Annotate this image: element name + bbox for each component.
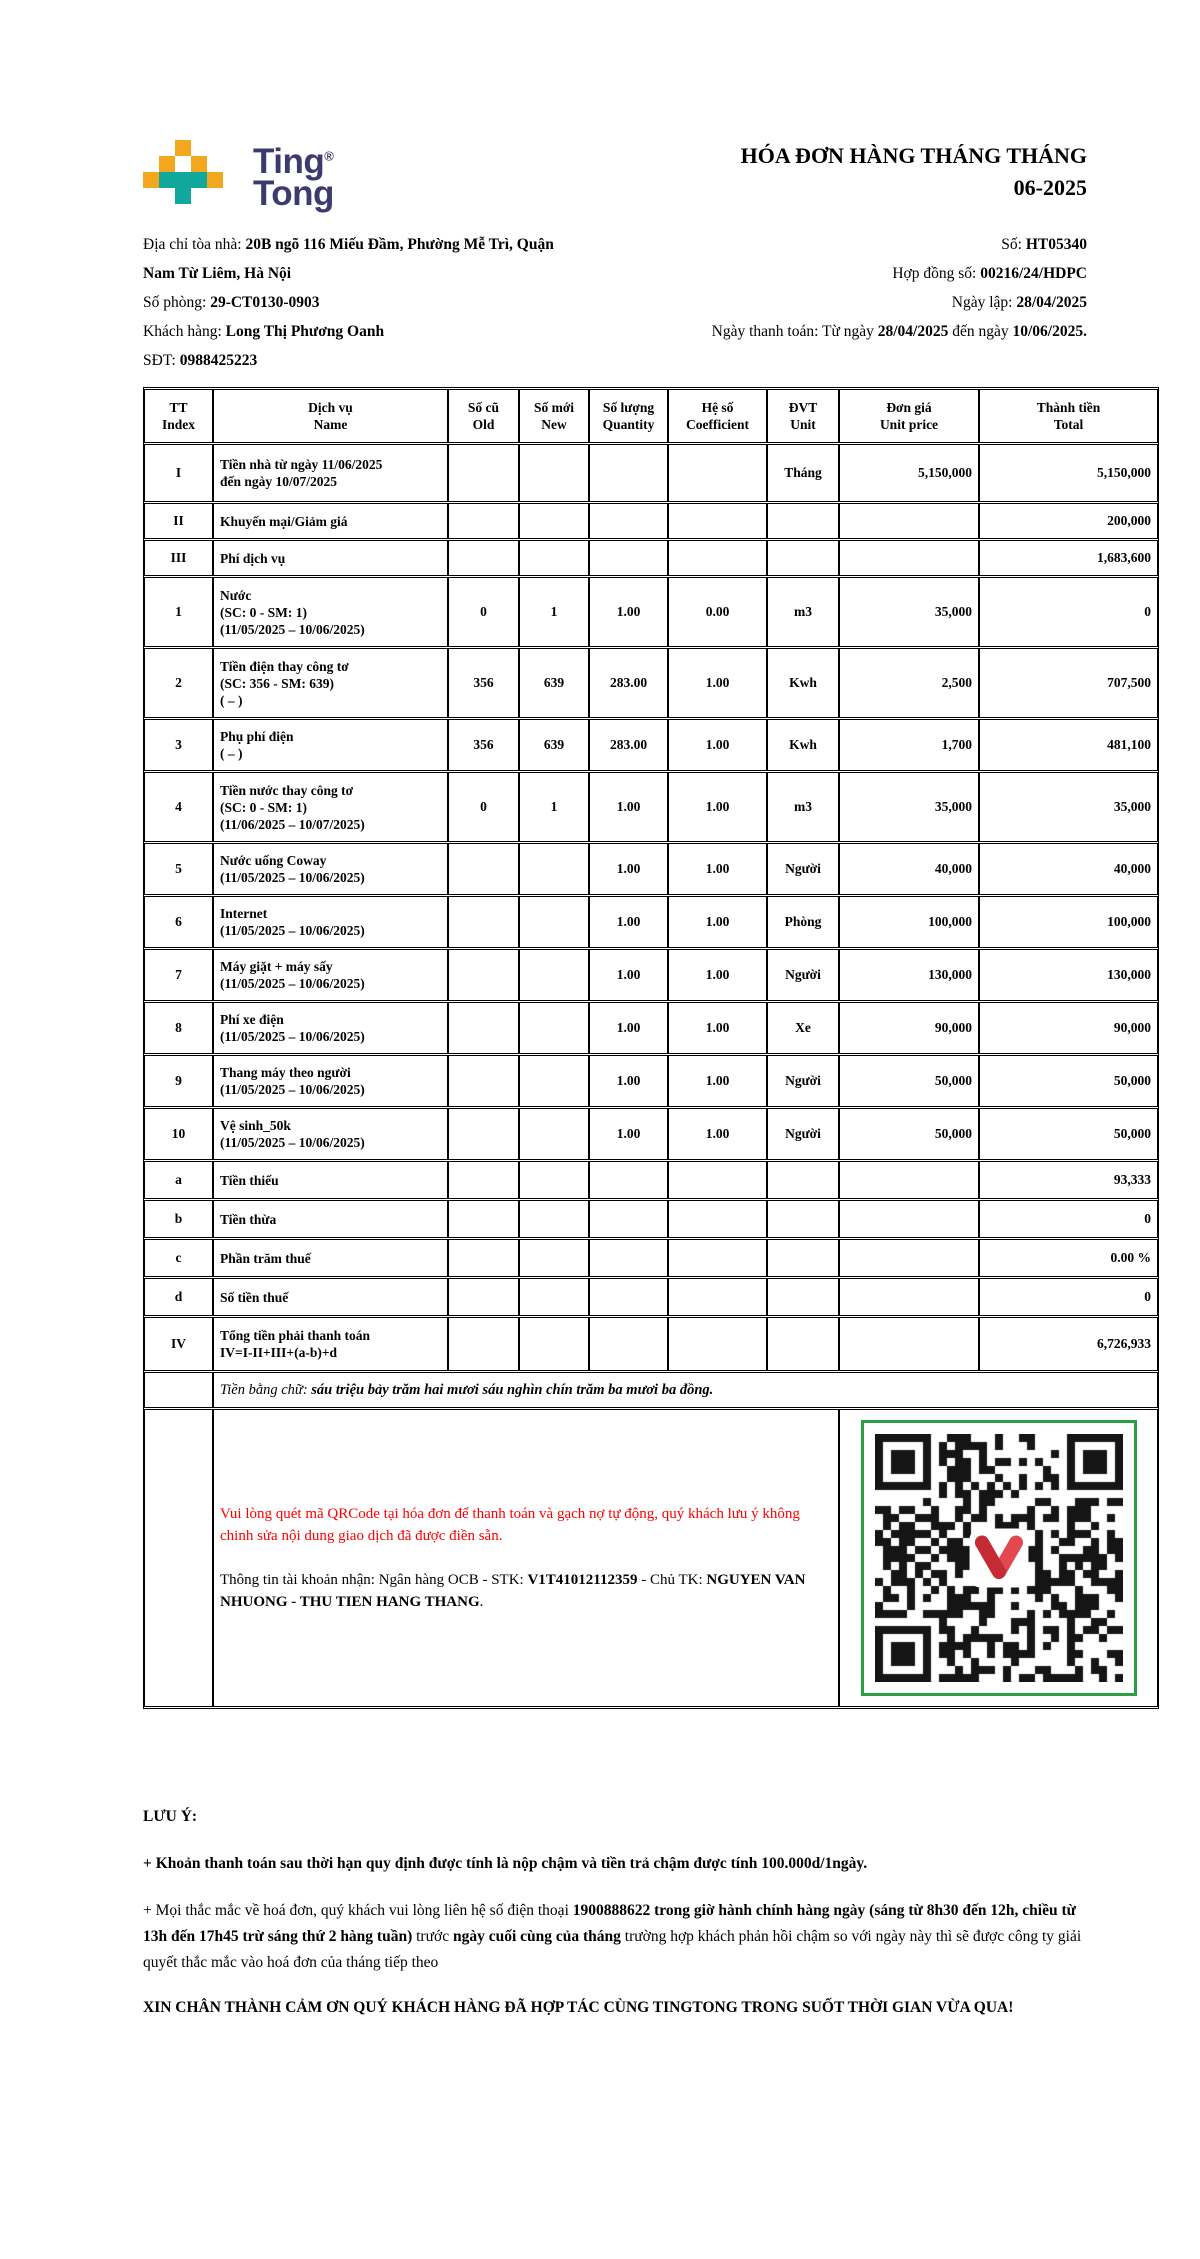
table-row bbox=[144, 1055, 1158, 1107]
table-row bbox=[144, 648, 1158, 718]
unit-price bbox=[839, 1278, 979, 1316]
coefficient bbox=[668, 540, 767, 576]
service-name: Tổng tiền phải thanh toán IV=I-II+III+(a-b)+d bbox=[213, 1317, 448, 1371]
new-reading: 639 bbox=[519, 648, 589, 718]
new-reading bbox=[519, 949, 589, 1001]
column-header: Thành tiền Total bbox=[979, 389, 1158, 443]
old-reading bbox=[448, 1002, 519, 1054]
new-reading bbox=[519, 1161, 589, 1199]
unit: Tháng bbox=[767, 444, 839, 502]
payment-row bbox=[144, 1409, 1158, 1707]
vietqr-v-icon bbox=[968, 1527, 1030, 1589]
old-reading bbox=[448, 1108, 519, 1160]
column-header: TT Index bbox=[144, 389, 213, 443]
old-reading: 0 bbox=[448, 577, 519, 647]
row-index: 8 bbox=[144, 1002, 213, 1054]
row-index: 9 bbox=[144, 1055, 213, 1107]
coefficient: 1.00 bbox=[668, 1055, 767, 1107]
row-index: I bbox=[144, 444, 213, 502]
coefficient: 1.00 bbox=[668, 949, 767, 1001]
coefficient: 1.00 bbox=[668, 843, 767, 895]
row-index: 3 bbox=[144, 719, 213, 771]
old-reading bbox=[448, 949, 519, 1001]
old-reading bbox=[448, 843, 519, 895]
new-reading bbox=[519, 1200, 589, 1238]
coefficient bbox=[668, 1161, 767, 1199]
table-row bbox=[144, 1002, 1158, 1054]
table-row bbox=[144, 949, 1158, 1001]
unit bbox=[767, 503, 839, 539]
coefficient bbox=[668, 1200, 767, 1238]
coefficient bbox=[668, 1239, 767, 1277]
info-right bbox=[627, 230, 1087, 375]
old-reading: 356 bbox=[448, 648, 519, 718]
service-name: Phí dịch vụ bbox=[213, 540, 448, 576]
coefficient bbox=[668, 444, 767, 502]
row-index: 7 bbox=[144, 949, 213, 1001]
row-index: a bbox=[144, 1161, 213, 1199]
column-header: Dịch vụ Name bbox=[213, 389, 448, 443]
unit-price: 1,700 bbox=[839, 719, 979, 771]
coefficient: 1.00 bbox=[668, 772, 767, 842]
row-index: 4 bbox=[144, 772, 213, 842]
old-reading bbox=[448, 1161, 519, 1199]
coefficient: 0.00 bbox=[668, 577, 767, 647]
service-name: Khuyến mại/Giảm giá bbox=[213, 503, 448, 539]
old-reading bbox=[448, 503, 519, 539]
column-header: Số mới New bbox=[519, 389, 589, 443]
row-index: d bbox=[144, 1278, 213, 1316]
table-row bbox=[144, 1239, 1158, 1277]
bank-account-info: Thông tin tài khoản nhận: Ngân hàng OCB - STK: V1T41012112359 - Chủ TK: NGUYEN VAN NHUONG - THU TIEN HANG THANG. bbox=[220, 1572, 806, 1611]
hotline-note: + Mọi thắc mắc về hoá đơn, quý khách vui lòng liên hệ số điện thoại 1900888622 trong giờ hành chính hàng ngày (sáng từ 8h30 đến 12h, chiều từ 13h đến 17h45 trừ sáng thứ 2 hàng tuần) trước ngày cuối cùng của tháng trường hợp khách phản hồi chậm so với ngày này thì sẽ được công ty giải quyết thắc mắc vào hoá đơn của tháng tiếp theo bbox=[143, 1902, 1082, 1972]
line-total: 100,000 bbox=[979, 896, 1158, 948]
old-reading bbox=[448, 896, 519, 948]
old-reading bbox=[448, 444, 519, 502]
service-name: Nước uống Coway (11/05/2025 – 10/06/2025) bbox=[213, 843, 448, 895]
amount-in-words-row bbox=[144, 1372, 1158, 1408]
service-name: Internet (11/05/2025 – 10/06/2025) bbox=[213, 896, 448, 948]
empty-cell bbox=[144, 1372, 213, 1408]
table-row bbox=[144, 1161, 1158, 1199]
new-reading bbox=[519, 1055, 589, 1107]
new-reading: 639 bbox=[519, 719, 589, 771]
unit-price bbox=[839, 1200, 979, 1238]
unit-price: 2,500 bbox=[839, 648, 979, 718]
table-body bbox=[144, 444, 1158, 1371]
row-index: 5 bbox=[144, 843, 213, 895]
info-line: Ngày lập: 28/04/2025 bbox=[951, 294, 1087, 312]
line-total: 35,000 bbox=[979, 772, 1158, 842]
logo-pixel bbox=[143, 172, 159, 188]
unit bbox=[767, 1239, 839, 1277]
new-reading: 1 bbox=[519, 772, 589, 842]
row-index: 2 bbox=[144, 648, 213, 718]
empty-cell bbox=[144, 1409, 213, 1707]
service-name: Phụ phí điện ( – ) bbox=[213, 719, 448, 771]
old-reading bbox=[448, 1239, 519, 1277]
info-line: Số: HT05340 bbox=[1001, 236, 1087, 254]
table-header-row bbox=[144, 389, 1158, 443]
invoice-table bbox=[143, 387, 1159, 1709]
column-header: Số cũ Old bbox=[448, 389, 519, 443]
unit: Người bbox=[767, 1055, 839, 1107]
unit: Người bbox=[767, 1108, 839, 1160]
service-name: Tiền nhà từ ngày 11/06/2025 đến ngày 10/07/2025 bbox=[213, 444, 448, 502]
header bbox=[143, 140, 1157, 214]
unit-price: 35,000 bbox=[839, 772, 979, 842]
line-total: 40,000 bbox=[979, 843, 1158, 895]
unit bbox=[767, 1161, 839, 1199]
unit-price bbox=[839, 1239, 979, 1277]
quantity bbox=[589, 1239, 668, 1277]
row-index: 1 bbox=[144, 577, 213, 647]
invoice-info bbox=[143, 230, 1157, 375]
row-index: 10 bbox=[144, 1108, 213, 1160]
table-row bbox=[144, 772, 1158, 842]
quantity: 283.00 bbox=[589, 719, 668, 771]
quantity: 1.00 bbox=[589, 949, 668, 1001]
line-total: 5,150,000 bbox=[979, 444, 1158, 502]
late-payment-note: + Khoản thanh toán sau thời hạn quy định được tính là nộp chậm và tiền trả chậm được tính 100.000d/1ngày. bbox=[143, 1855, 868, 1873]
info-line: SĐT: 0988425223 bbox=[143, 352, 258, 370]
new-reading bbox=[519, 896, 589, 948]
unit-price bbox=[839, 1317, 979, 1371]
unit: m3 bbox=[767, 577, 839, 647]
line-total: 130,000 bbox=[979, 949, 1158, 1001]
service-name: Tiền điện thay công tơ (SC: 356 - SM: 639) ( – ) bbox=[213, 648, 448, 718]
row-index: c bbox=[144, 1239, 213, 1277]
table-row bbox=[144, 577, 1158, 647]
unit bbox=[767, 1317, 839, 1371]
thank-you-note: XIN CHÂN THÀNH CẢM ƠN QUÝ KHÁCH HÀNG ĐÃ HỢP TÁC CÙNG TINGTONG TRONG SUỐT THỜI GIAN VỪA QUA! bbox=[143, 1999, 1014, 2017]
quantity bbox=[589, 540, 668, 576]
new-reading bbox=[519, 540, 589, 576]
unit-price: 130,000 bbox=[839, 949, 979, 1001]
line-total: 0 bbox=[979, 1278, 1158, 1316]
unit-price bbox=[839, 540, 979, 576]
line-total: 0 bbox=[979, 577, 1158, 647]
logo-pixel bbox=[191, 156, 207, 172]
line-total: 0.00 % bbox=[979, 1239, 1158, 1277]
quantity bbox=[589, 1200, 668, 1238]
quantity bbox=[589, 444, 668, 502]
unit-price: 50,000 bbox=[839, 1055, 979, 1107]
coefficient bbox=[668, 503, 767, 539]
unit: Phòng bbox=[767, 896, 839, 948]
unit-price: 50,000 bbox=[839, 1108, 979, 1160]
new-reading bbox=[519, 1317, 589, 1371]
coefficient: 1.00 bbox=[668, 719, 767, 771]
column-header: Số lượng Quantity bbox=[589, 389, 668, 443]
invoice-title: HÓA ĐƠN HÀNG THÁNG THÁNG 06-2025 bbox=[740, 143, 1087, 200]
column-header: Hệ số Coefficient bbox=[668, 389, 767, 443]
unit: Người bbox=[767, 843, 839, 895]
table-row bbox=[144, 503, 1158, 539]
row-index: II bbox=[144, 503, 213, 539]
service-name: Tiền thiếu bbox=[213, 1161, 448, 1199]
old-reading: 356 bbox=[448, 719, 519, 771]
old-reading bbox=[448, 1055, 519, 1107]
service-name: Tiền nước thay công tơ (SC: 0 - SM: 1) (11/06/2025 – 10/07/2025) bbox=[213, 772, 448, 842]
qr-cell bbox=[839, 1409, 1158, 1707]
coefficient: 1.00 bbox=[668, 896, 767, 948]
old-reading: 0 bbox=[448, 772, 519, 842]
qr-code-frame bbox=[861, 1420, 1137, 1696]
quantity: 1.00 bbox=[589, 577, 668, 647]
logo-pixel bbox=[175, 140, 191, 156]
quantity: 1.00 bbox=[589, 843, 668, 895]
unit bbox=[767, 540, 839, 576]
qr-payment-notice: Vui lòng quét mã QRCode tại hóa đơn để thanh toán và gạch nợ tự động, quý khách lưu ý không chinh sửa nội dung giao dịch đã được điền sẵn. bbox=[220, 1506, 800, 1545]
new-reading bbox=[519, 503, 589, 539]
table-row bbox=[144, 1317, 1158, 1371]
unit: Xe bbox=[767, 1002, 839, 1054]
service-name: Tiền thừa bbox=[213, 1200, 448, 1238]
table-row bbox=[144, 719, 1158, 771]
info-line: Nam Từ Liêm, Hà Nội bbox=[143, 265, 292, 283]
table-row bbox=[144, 896, 1158, 948]
coefficient: 1.00 bbox=[668, 648, 767, 718]
quantity: 1.00 bbox=[589, 1055, 668, 1107]
line-total: 90,000 bbox=[979, 1002, 1158, 1054]
service-name: Số tiền thuế bbox=[213, 1278, 448, 1316]
quantity: 1.00 bbox=[589, 896, 668, 948]
amount-in-words: Tiền bằng chữ: sáu triệu bảy trăm hai mươi sáu nghìn chín trăm ba mươi ba đồng. bbox=[213, 1372, 1158, 1408]
notes-heading: LƯU Ý: bbox=[143, 1808, 198, 1826]
registered-mark: ® bbox=[324, 148, 334, 164]
logo-pixel bbox=[159, 172, 207, 188]
service-name: Máy giặt + máy sấy (11/05/2025 – 10/06/2025) bbox=[213, 949, 448, 1001]
old-reading bbox=[448, 1200, 519, 1238]
info-line: Hợp đồng số: 00216/24/HDPC bbox=[892, 265, 1087, 283]
unit: Người bbox=[767, 949, 839, 1001]
row-index: b bbox=[144, 1200, 213, 1238]
quantity bbox=[589, 1317, 668, 1371]
unit-price: 90,000 bbox=[839, 1002, 979, 1054]
tingtong-logo-icon bbox=[143, 140, 223, 204]
line-total: 50,000 bbox=[979, 1055, 1158, 1107]
unit: Kwh bbox=[767, 648, 839, 718]
unit: Kwh bbox=[767, 719, 839, 771]
info-left bbox=[143, 230, 608, 375]
old-reading bbox=[448, 1278, 519, 1316]
new-reading bbox=[519, 1239, 589, 1277]
quantity: 1.00 bbox=[589, 772, 668, 842]
service-name: Thang máy theo người (11/05/2025 – 10/06/2025) bbox=[213, 1055, 448, 1107]
unit-price: 40,000 bbox=[839, 843, 979, 895]
unit-price: 100,000 bbox=[839, 896, 979, 948]
new-reading: 1 bbox=[519, 577, 589, 647]
quantity bbox=[589, 1161, 668, 1199]
quantity: 1.00 bbox=[589, 1002, 668, 1054]
line-total: 481,100 bbox=[979, 719, 1158, 771]
logo-pixel bbox=[159, 156, 175, 172]
line-total: 50,000 bbox=[979, 1108, 1158, 1160]
quantity: 1.00 bbox=[589, 1108, 668, 1160]
table-row bbox=[144, 444, 1158, 502]
unit-price bbox=[839, 503, 979, 539]
column-header: ĐVT Unit bbox=[767, 389, 839, 443]
unit-price: 35,000 bbox=[839, 577, 979, 647]
row-index: 6 bbox=[144, 896, 213, 948]
new-reading bbox=[519, 1002, 589, 1054]
line-total: 0 bbox=[979, 1200, 1158, 1238]
tingtong-logo bbox=[143, 140, 334, 214]
new-reading bbox=[519, 843, 589, 895]
logo-pixel bbox=[175, 188, 191, 204]
tingtong-wordmark: Ting® Tong bbox=[253, 142, 334, 214]
line-total: 6,726,933 bbox=[979, 1317, 1158, 1371]
table-row bbox=[144, 1108, 1158, 1160]
info-line: Khách hàng: Long Thị Phương Oanh bbox=[143, 323, 385, 341]
old-reading bbox=[448, 1317, 519, 1371]
unit: m3 bbox=[767, 772, 839, 842]
service-name: Nước (SC: 0 - SM: 1) (11/05/2025 – 10/06/2025) bbox=[213, 577, 448, 647]
new-reading bbox=[519, 1108, 589, 1160]
payment-instructions bbox=[213, 1409, 839, 1707]
row-index: IV bbox=[144, 1317, 213, 1371]
info-line: Ngày thanh toán: Từ ngày 28/04/2025 đến ngày 10/06/2025. bbox=[711, 323, 1087, 341]
line-total: 93,333 bbox=[979, 1161, 1158, 1199]
info-line: Số phòng: 29-CT0130-0903 bbox=[143, 294, 320, 312]
unit bbox=[767, 1278, 839, 1316]
line-total: 200,000 bbox=[979, 503, 1158, 539]
logo-pixel bbox=[207, 172, 223, 188]
line-total: 1,683,600 bbox=[979, 540, 1158, 576]
table-row bbox=[144, 843, 1158, 895]
line-total: 707,500 bbox=[979, 648, 1158, 718]
unit bbox=[767, 1200, 839, 1238]
unit-price: 5,150,000 bbox=[839, 444, 979, 502]
service-name: Phần trăm thuế bbox=[213, 1239, 448, 1277]
service-name: Vệ sinh_50k (11/05/2025 – 10/06/2025) bbox=[213, 1108, 448, 1160]
column-header: Đơn giá Unit price bbox=[839, 389, 979, 443]
old-reading bbox=[448, 540, 519, 576]
row-index: III bbox=[144, 540, 213, 576]
new-reading bbox=[519, 444, 589, 502]
coefficient bbox=[668, 1278, 767, 1316]
service-name: Phí xe điện (11/05/2025 – 10/06/2025) bbox=[213, 1002, 448, 1054]
unit-price bbox=[839, 1161, 979, 1199]
footer-notes bbox=[143, 1804, 1087, 2021]
quantity bbox=[589, 503, 668, 539]
coefficient: 1.00 bbox=[668, 1002, 767, 1054]
coefficient: 1.00 bbox=[668, 1108, 767, 1160]
coefficient bbox=[668, 1317, 767, 1371]
info-line: Địa chỉ tòa nhà: 20B ngõ 116 Miếu Đầm, Phường Mễ Trì, Quận bbox=[143, 236, 554, 254]
quantity bbox=[589, 1278, 668, 1316]
table-row bbox=[144, 1278, 1158, 1316]
new-reading bbox=[519, 1278, 589, 1316]
quantity: 283.00 bbox=[589, 648, 668, 718]
table-row bbox=[144, 1200, 1158, 1238]
table-row bbox=[144, 540, 1158, 576]
